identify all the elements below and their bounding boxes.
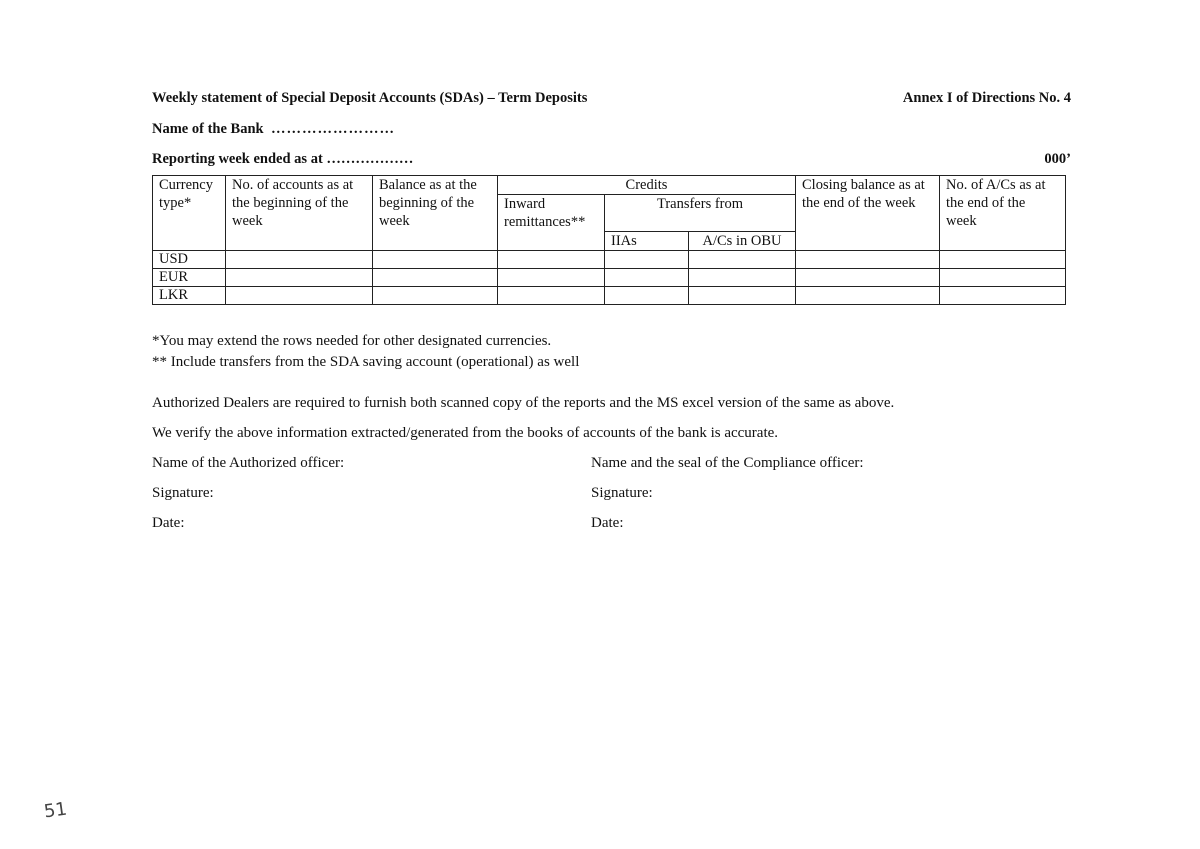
header-inward-remittances: Inward remittances** bbox=[498, 195, 605, 251]
handwritten-page-number: 51 bbox=[42, 798, 69, 823]
input-cell[interactable] bbox=[689, 287, 796, 305]
header-balance-begin: Balance as at the beginning of the week bbox=[373, 176, 498, 251]
table-row bbox=[153, 251, 1066, 269]
input-cell[interactable] bbox=[498, 269, 605, 287]
header-closing-balance: Closing balance as at the end of the week bbox=[796, 176, 940, 251]
header-accounts-end: No. of A/Cs as at the end of the week bbox=[940, 176, 1066, 251]
currency-cell: USD bbox=[153, 251, 226, 269]
input-cell[interactable] bbox=[605, 269, 689, 287]
reporting-week-label: Reporting week ended as at ……………… bbox=[152, 151, 414, 167]
input-cell[interactable] bbox=[373, 251, 498, 269]
unit-label: 000’ bbox=[1044, 151, 1071, 167]
compliance-officer-name-label: Name and the seal of the Compliance officer: bbox=[591, 455, 864, 471]
footnote-currencies: *You may extend the rows needed for other designated currencies. bbox=[152, 333, 552, 349]
currency-cell: LKR bbox=[153, 287, 226, 305]
header-transfers-from: Transfers from bbox=[605, 195, 796, 232]
input-cell[interactable] bbox=[498, 251, 605, 269]
input-cell[interactable] bbox=[226, 287, 373, 305]
instruction-text: Authorized Dealers are required to furnish both scanned copy of the reports and the MS excel version of the same as above. bbox=[152, 395, 895, 411]
header-accounts-begin: No. of accounts as at the beginning of the week bbox=[226, 176, 373, 251]
input-cell[interactable] bbox=[226, 251, 373, 269]
input-cell[interactable] bbox=[796, 287, 940, 305]
input-cell[interactable] bbox=[689, 251, 796, 269]
input-cell[interactable] bbox=[940, 251, 1066, 269]
annex-reference: Annex I of Directions No. 4 bbox=[902, 90, 1071, 106]
header-iias: IIAs bbox=[605, 232, 689, 251]
compliance-officer-date-label: Date: bbox=[591, 515, 624, 531]
input-cell[interactable] bbox=[689, 269, 796, 287]
currency-cell: EUR bbox=[153, 269, 226, 287]
table-row bbox=[153, 287, 1066, 305]
header-currency: Currency type* bbox=[153, 176, 226, 251]
input-cell[interactable] bbox=[373, 287, 498, 305]
bank-name-label: Name of the Bank bbox=[152, 121, 264, 137]
authorized-officer-name-label: Name of the Authorized officer: bbox=[152, 455, 345, 471]
input-cell[interactable] bbox=[605, 251, 689, 269]
footnote-transfers: ** Include transfers from the SDA saving account (operational) as well bbox=[152, 354, 580, 370]
input-cell[interactable] bbox=[940, 269, 1066, 287]
authorized-officer-signature-label: Signature: bbox=[152, 485, 214, 501]
input-cell[interactable] bbox=[796, 269, 940, 287]
document-title: Weekly statement of Special Deposit Accounts (SDAs) – Term Deposits bbox=[152, 90, 588, 106]
verification-text: We verify the above information extracted/generated from the books of accounts of the bank is accurate. bbox=[152, 425, 779, 441]
compliance-officer-signature-label: Signature: bbox=[591, 485, 653, 501]
header-credits: Credits bbox=[498, 176, 796, 195]
authorized-officer-date-label: Date: bbox=[152, 515, 185, 531]
input-cell[interactable] bbox=[605, 287, 689, 305]
input-cell[interactable] bbox=[796, 251, 940, 269]
input-cell[interactable] bbox=[226, 269, 373, 287]
bank-name-dots: …………………… bbox=[271, 121, 395, 137]
input-cell[interactable] bbox=[373, 269, 498, 287]
table-header-row bbox=[153, 176, 1066, 195]
table-row bbox=[153, 269, 1066, 287]
header-obu: A/Cs in OBU bbox=[689, 232, 796, 251]
input-cell[interactable] bbox=[498, 287, 605, 305]
sda-table bbox=[152, 175, 1066, 305]
input-cell[interactable] bbox=[940, 287, 1066, 305]
